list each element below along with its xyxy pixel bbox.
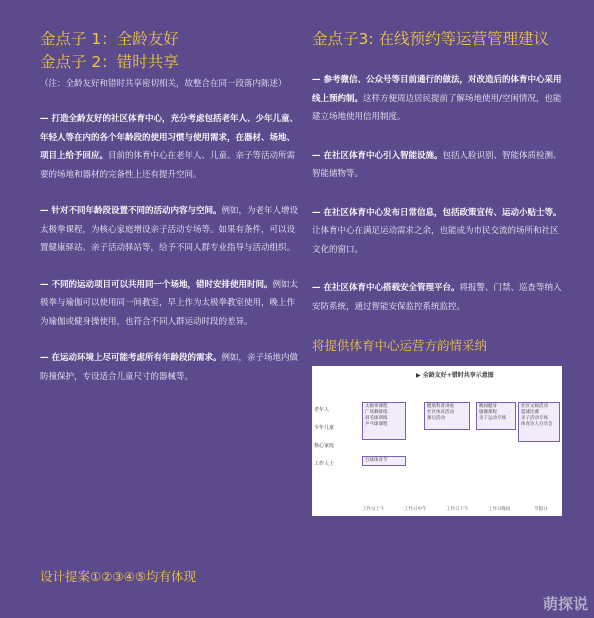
heading-idea-1: 金点子 1：全龄友好 [40,30,179,48]
right-paragraph-4-bold: — 在社区体育中心搭载安全管理平台。 [312,283,460,293]
right-paragraph-4 [312,279,562,316]
right-paragraph-1 [312,71,562,127]
paragraph-2-bold: — 针对不同年龄段设置不同的活动内容与空间。 [40,206,222,216]
paragraph-4-text: 例如，亲子场地内做防撞保护，专设适合儿童尺寸的器械等。 [40,353,298,382]
watermark: 萌探说 [542,595,588,613]
paragraph-2 [40,202,302,258]
schedule-box: 社区文娱活动 篮球比赛 亲子活动专场 体育达人分享会 [518,402,560,442]
schedule-box: 健康科普讲座 社区体育活动 课后活动 [424,402,470,430]
paragraph-4-bold: — 在运动环境上尽可能考虑所有年龄段的需求。 [40,353,222,363]
right-paragraph-3 [312,204,562,260]
paragraph-3-bold: — 不同的运动项目可以共用同一个场地，错时安排使用时间。 [40,279,273,290]
paragraph-4 [40,349,302,386]
time-tick: 节假日 [534,507,548,512]
row-label: 老年人 [314,407,330,413]
note: （注：全龄友好和错时共享密切相关，故整合在同一段落内陈述） [40,79,287,89]
right-column [312,28,562,516]
diagram-title: ▶ 全龄友好+错时共享示意图 [416,372,494,379]
row-label: 少年儿童 [314,425,335,431]
time-tick: 工作日晚间 [488,507,511,512]
adoption-heading: 将提供体育中心运营方韵情采纳 [312,338,488,353]
paragraph-1-text: 目前的体育中心在老年人、儿童、亲子等活动所需要的场地和器材的完备性上还有提升空间。 [40,151,296,180]
right-paragraph-3-text: 让体育中心在满足运动需求之余，也能成为市民交流的场所和社区文化的窗口。 [312,226,559,255]
right-paragraph-2 [312,147,562,184]
design-proposal-heading: 设计提案①②③④⑤均有体现 [40,569,197,584]
heading-idea-2: 金点子 2：错时共享 [40,53,179,71]
row-label: 核心家庭 [314,443,335,449]
paragraph-1 [40,110,302,184]
paragraph-3-text: 例如太极拳与瑜伽可以使用同一间教室，早上作为太极拳教室使用，晚上作为瑜伽或健身操使用，也符合不同人群运动时段的差异。 [40,279,298,327]
right-paragraph-1-text: 这样方便周边居民提前了解场地使用/空闲情况，也能建立场地使用信用制度。 [312,93,562,122]
schedule-diagram [312,366,562,516]
heading-idea-3: 金点子3: 在线预约等运营管理建议 [312,30,550,48]
right-paragraph-1-bold: — 参考微信、公众号等目前通行的做法，对改造后的体育中心采用线上预约制。 [312,75,562,104]
paragraph-1-bold: — 打造全龄友好的社区体育中心，充分考虑包括老年人、少年儿童、年轻人等在内的各个年龄段的使用习惯与使用需求，在器材、场地、项目上给予回应。 [40,114,298,161]
row-label: 工作人士 [314,461,335,467]
time-tick: 工作日上午 [362,507,385,512]
right-paragraph-4-text: 将报警、门禁、巡查等纳入安防系统，通过智能安保监控系统监控。 [312,283,562,312]
paragraph-3 [40,276,302,332]
schedule-box: 台球体育节 [362,456,406,466]
schedule-box: 晚间健身 瑜伽课程 亲子运动专场 [476,402,516,430]
time-tick: 工作日下午 [446,507,469,512]
right-paragraph-2-text: 包括人脸识别、智能体质检测、智能储物等。 [312,150,562,179]
schedule-box: 太极拳课程 广场舞排练 羽毛球训练 乒乓球课程 [362,402,406,440]
left-column [40,28,302,386]
right-paragraph-2-bold: — 在社区体育中心引入智能设施。 [312,150,443,161]
time-tick: 工作日中午 [404,507,427,512]
paragraph-2-text: 例如，为老年人增设太极拳课程，为核心家庭增设亲子活动专场等。如果有条件，可以设置健康驿站、亲子活动驿站等，给予不同人群专业指导与活动组织。 [40,206,298,253]
right-paragraph-3-bold: — 在社区体育中心发布日常信息，包括政策宣传、运动小贴士等。 [312,207,562,218]
